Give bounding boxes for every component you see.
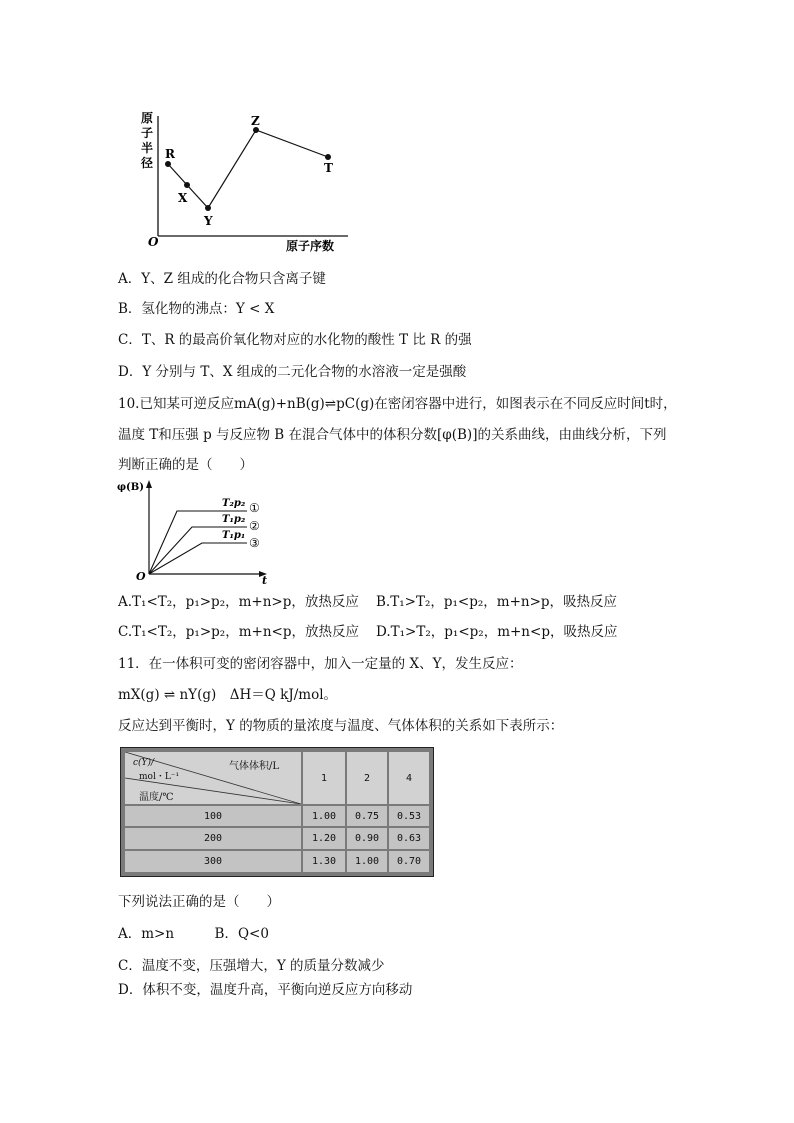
y-label-char: 原 (141, 111, 154, 125)
table-row-temp: 300 (125, 851, 301, 872)
curve-label: T₁p₁ (222, 530, 246, 541)
curve-number: ① (249, 501, 260, 515)
y-label-char: 子 (141, 126, 154, 140)
volume-header: 1 (303, 752, 345, 804)
q10-stem-line1: 10.已知某可逆反应mA(g)+nB(g)⇌pC(g)在密闭容器中进行，如图表示在不同反应时间t时， (118, 396, 677, 412)
x-axis-label: t (262, 574, 268, 587)
table-cell: 0.70 (389, 851, 429, 872)
q11-option-d: D．体积不变，温度升高，平衡向逆反应方向移动 (118, 982, 413, 998)
table-row-temp: 200 (125, 828, 301, 849)
q10-stem-line3: 判断正确的是（ ） (118, 457, 253, 473)
q11-stem-line3: 下列说法正确的是（ ） (118, 894, 280, 910)
point-label: R (165, 147, 175, 161)
q11-option-ab: A．m>n B．Q<0 (118, 926, 269, 942)
point-R (165, 161, 171, 167)
corner-volume-label: 气体体积/L (229, 761, 280, 772)
curve-label: T₁p₂ (222, 514, 246, 525)
corner-conc-label-2: mol・L⁻¹ (139, 772, 180, 782)
point-Y (205, 205, 211, 211)
table-corner-cell (125, 752, 301, 804)
q11-stem-line1: 11．在一体积可变的密闭容器中，加入一定量的 X、Y，发生反应： (118, 656, 523, 672)
table-cell: 1.00 (303, 806, 345, 826)
y-axis-label: φ(B) (117, 482, 144, 493)
q11-stem-line2: 反应达到平衡时，Y 的物质的量浓度与温度、气体体积的关系如下表所示： (118, 718, 564, 734)
y-axis-arrow (146, 480, 152, 488)
y-label-char: 半 (141, 141, 154, 155)
x-axis-label: 原子序数 (286, 239, 335, 253)
q9-option-a: A．Y、Z 组成的化合物只含离子键 (118, 271, 326, 287)
table-cell: 0.75 (347, 806, 387, 826)
q11-option-c: C．温度不变，压强增大，Y 的质量分数减少 (118, 958, 385, 974)
radius-line (168, 130, 328, 208)
table-cell: 0.90 (347, 828, 387, 849)
table-cell: 0.63 (389, 828, 429, 849)
q10-option-b: B.T₁>T₂，p₁<p₂，m+n>p，吸热反应 (376, 594, 618, 610)
q10-stem-line2: 温度 T和压强 p 与反应物 B 在混合气体中的体积分数[φ(B)]的关系曲线，由曲线分析，下列 (118, 427, 667, 443)
atomic-radius-chart (138, 108, 358, 258)
table-cell: 1.30 (303, 851, 345, 872)
q9-option-b: B．氢化物的沸点：Y < X (118, 301, 275, 317)
q10-option-d: D.T₁>T₂，p₁<p₂，m+n<p，吸热反应 (376, 624, 618, 640)
point-X (184, 182, 190, 188)
point-label: Z (251, 114, 260, 128)
q10-option-a: A.T₁<T₂，p₁>p₂，m+n>p，放热反应 (118, 594, 359, 610)
curve-label: T₂p₂ (222, 498, 246, 509)
table-cell: 0.53 (389, 806, 429, 826)
point-label: X (178, 191, 188, 205)
origin-label: O (148, 235, 159, 249)
q9-option-c: C．T、R 的最高价氧化物对应的水化物的酸性 T 比 R 的强 (118, 332, 472, 348)
point-label: T (324, 161, 333, 175)
table-cell: 1.00 (347, 851, 387, 872)
corner-conc-label-1: c(Y)/ (133, 758, 155, 768)
concentration-table (120, 747, 434, 877)
table-cell: 1.20 (303, 828, 345, 849)
y-label-char: 径 (141, 156, 154, 170)
volume-header: 4 (389, 752, 429, 804)
q10-option-c: C.T₁<T₂，p₁>p₂，m+n<p，放热反应 (118, 624, 359, 640)
volume-header: 2 (347, 752, 387, 804)
q9-option-d: D．Y 分别与 T、X 组成的二元化合物的水溶液一定是强酸 (118, 364, 467, 380)
curve-number: ② (249, 519, 260, 533)
corner-temp-label: 温度/℃ (139, 792, 174, 803)
curve-number: ③ (249, 536, 260, 550)
origin-label: O (136, 570, 146, 583)
point-T (325, 154, 331, 160)
q11-equation: mX(g) ⇌ nY(g) ΔH＝Q kJ/mol。 (118, 687, 338, 703)
table-row-temp: 100 (125, 806, 301, 826)
phi-b-chart (112, 478, 282, 588)
point-label: Y (204, 214, 213, 228)
